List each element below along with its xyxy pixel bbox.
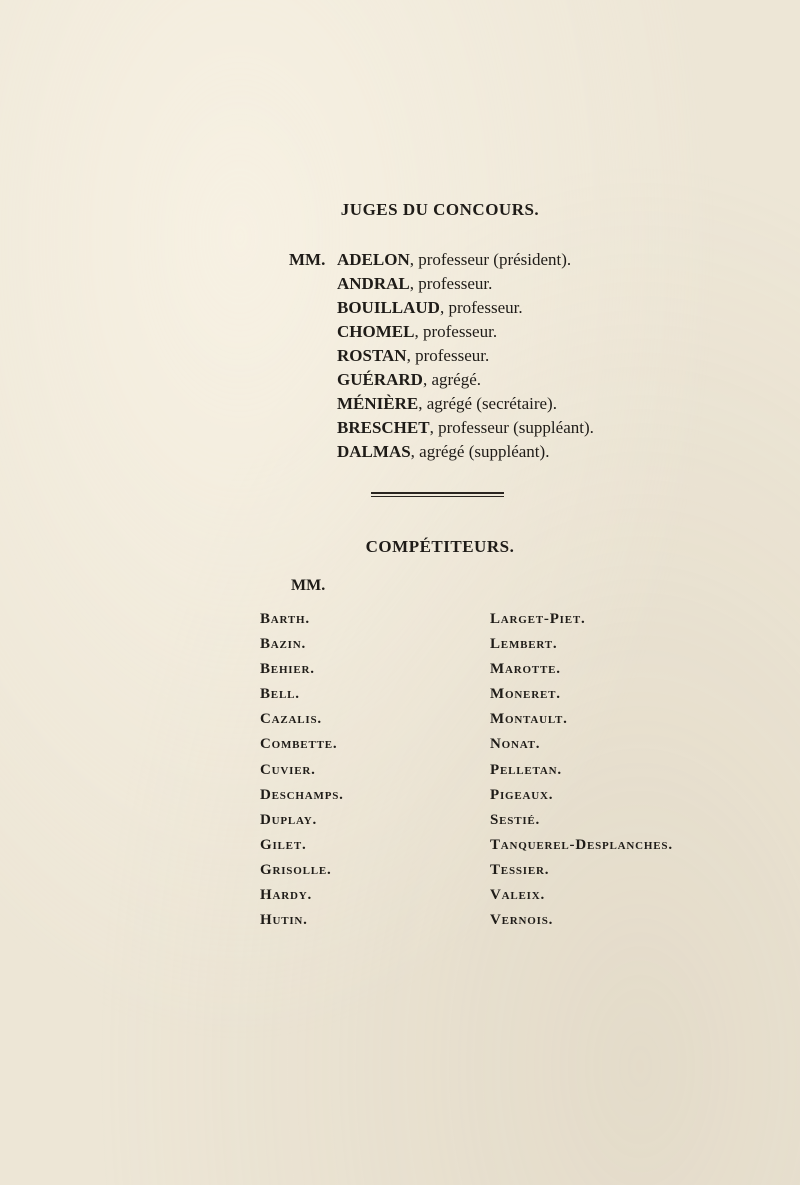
competitor-name: Pigeaux. [490,786,554,803]
judges-mm-label: MM. [289,250,326,269]
judge-name: ADELON [337,250,410,269]
competitors-left-column [260,609,344,935]
judges-list [337,250,594,466]
competitor-name: Nonat. [490,736,541,753]
judge-name: BRESCHET [337,418,430,437]
competitors-heading: COMPÉTITEURS. [365,537,515,556]
competitor-name: Marotte. [490,661,561,678]
competitor-name: Tessier. [490,861,550,878]
competitor-name: Duplay. [260,811,318,828]
judge-role: , agrégé. [422,370,482,389]
competitor-name: Moneret. [490,686,561,703]
competitor-name: Cuvier. [260,761,316,778]
judge-role: , professeur (président). [409,250,572,269]
judge-name: MÉNIÈRE [337,394,419,413]
judge-entry [337,370,594,394]
competitor-name: Bazin. [260,636,307,653]
competitor-name: Barth. [260,611,310,627]
judge-name: DALMAS [337,442,411,461]
judge-role: , professeur (suppléant). [429,418,594,437]
judge-entry [337,322,594,346]
competitor-name: Behier. [260,661,315,678]
judges-heading: JUGES DU CONCOURS. [340,200,540,219]
competitor-name: Pelletan. [490,761,562,778]
competitor-name: Cazalis. [260,711,322,728]
competitor-name: Hutin. [260,912,308,929]
section-divider [371,492,504,497]
competitors-right-column [490,609,673,935]
judge-entry [337,394,594,418]
competitor-name: Deschamps. [260,786,344,803]
competitor-name: Lembert. [490,636,558,653]
judge-entry [337,346,594,370]
judge-role: , agrégé (secrétaire). [418,394,557,413]
competitor-name: Grisolle. [260,861,332,878]
competitor-name: Sestié. [490,811,541,828]
judge-entry [337,274,594,298]
judge-role: , professeur. [409,274,493,293]
judge-name: ROSTAN [337,346,407,365]
judge-name: GUÉRARD [337,370,423,389]
competitors-mm-label: MM. [291,577,326,594]
judge-name: BOUILLAUD [337,298,440,317]
judge-role: , professeur. [414,322,498,341]
competitor-name: Larget-Piet. [490,611,586,627]
competitor-name: Gilet. [260,836,307,853]
competitor-name: Montault. [490,711,568,728]
judge-role: , professeur. [406,346,490,365]
competitor-name: Combette. [260,736,338,753]
competitor-name: Vernois. [490,912,554,929]
judge-role: , professeur. [439,298,523,317]
competitor-name: Bell. [260,686,300,703]
judge-entry [337,442,594,466]
competitor-name: Tanquerel-Desplanches. [490,836,673,853]
judge-name: ANDRAL [337,274,410,293]
judge-name: CHOMEL [337,322,415,341]
competitor-name: Hardy. [260,887,312,904]
judge-entry [337,250,594,274]
judge-entry [337,418,594,442]
judge-entry [337,298,594,322]
judge-role: , agrégé (suppléant). [410,442,550,461]
competitor-name: Valeix. [490,887,546,904]
